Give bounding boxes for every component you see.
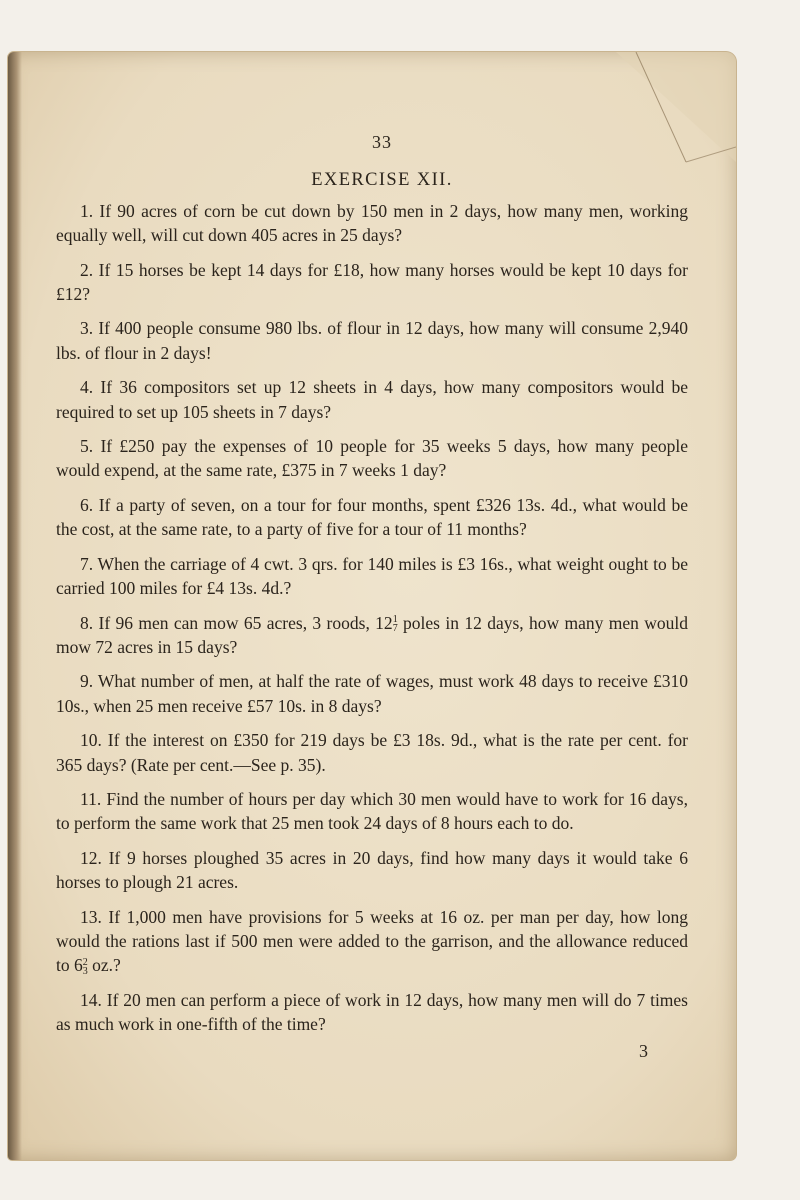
page-binding-edge: [8, 52, 22, 1160]
problem-12: [56, 846, 688, 895]
problem-text: If 400 people consume 980 lbs. of flour in 12 days, how many will consume 2,940 lbs. of flour in 2 days!: [56, 318, 689, 363]
problem-text: If £250 pay the expenses of 10 people for 35 weeks 5 days, how many people would expend, at the same rate, £375 in 7 weeks 1 day?: [56, 436, 688, 481]
problem-text-continued: oz.?: [87, 955, 121, 976]
problem-text: If 15 horses be kept 14 days for £18, how many horses would be kept 10 days for £12?: [56, 259, 689, 305]
problem-text-continued: poles in 12 days, how many men would mow 72 acres in 15 days?: [56, 612, 689, 657]
problem-text: If 90 acres of corn be cut down by 150 men in 2 days, how many men, working equally well, will cut down 405 acres in 25 days?: [56, 200, 688, 246]
problem-number: 12.: [80, 847, 102, 868]
problem-number: 9.: [80, 671, 94, 692]
problem-text: What number of men, at half the rate of wages, must work 48 days to receive £310 10s., when 25 men receive £57 10s. in 8 days?: [56, 671, 689, 716]
problem-text: If the interest on £350 for 219 days be £3 18s. 9d., what is the rate per cent. for 365 days? (Rate per cent.—See p. 35).: [56, 730, 689, 775]
problem-text: Find the number of hours per day which 30 men would have to work for 16 days, to perform the same work that 25 men took 24 days of 8 hours each to do.: [56, 788, 688, 834]
problem-13: [56, 905, 688, 978]
problem-text: If 36 compositors set up 12 sheets in 4 days, how many compositors would be required to set up 105 sheets in 7 days?: [56, 377, 688, 422]
problem-number: 8.: [80, 612, 94, 633]
problem-number: 14.: [80, 989, 102, 1010]
problem-text: When the carriage of 4 cwt. 3 qrs. for 140 miles is £3 16s., what weight ought to be carried 100 miles for £4 13s. 4d.?: [56, 553, 688, 599]
problem-2: [56, 258, 688, 307]
problem-6: [56, 493, 688, 542]
page-number: 33: [372, 132, 392, 152]
problem-number: 3.: [80, 318, 94, 339]
printer-signature-mark: 3: [639, 1040, 648, 1061]
problem-number: 13.: [80, 906, 102, 927]
fraction-numerator: 1: [392, 614, 398, 626]
page-text: [56, 130, 688, 1063]
problem-number: 7.: [80, 553, 94, 574]
problem-number: 5.: [80, 436, 94, 457]
problem-8: [56, 611, 688, 660]
fraction-denominator: 7: [392, 623, 398, 635]
problem-text: If 96 men can mow 65 acres, 3 roods, 12: [98, 612, 393, 633]
problem-number: 6.: [80, 494, 94, 515]
problem-text: If 9 horses ploughed 35 acres in 20 days, find how many days it would take 6 horses to plough 21 acres.: [56, 847, 688, 893]
problem-7: [56, 552, 688, 601]
problem-5: [56, 434, 688, 483]
problem-number: 1.: [80, 200, 94, 221]
problem-14: [56, 988, 688, 1037]
problem-number: 10.: [80, 730, 102, 751]
book-page: [8, 52, 736, 1160]
problem-9: [56, 669, 688, 718]
problem-11: [56, 787, 688, 836]
fraction-numerator: 2: [82, 957, 88, 969]
problem-text: If 1,000 men have provisions for 5 weeks at 16 oz. per man per day, how long would the rations last if 500 men were added to the garrison, and the allowance reduced to 6: [56, 906, 689, 976]
problem-3: [56, 316, 688, 365]
problem-10: [56, 728, 688, 777]
problem-1: [56, 199, 688, 248]
exercise-title: EXERCISE XII.: [311, 170, 453, 191]
problem-number: 11.: [80, 788, 102, 809]
problem-number: 4.: [80, 377, 94, 398]
problem-4: [56, 375, 688, 424]
fraction-denominator: 3: [82, 966, 88, 978]
problem-text: If a party of seven, on a tour for four months, spent £326 13s. 4d., what would be the cost, at the same rate, to a party of five for a tour of 11 months?: [56, 494, 689, 540]
problem-text: If 20 men can perform a piece of work in 12 days, how many men will do 7 times as much work in one-fifth of the time?: [56, 989, 688, 1035]
problem-number: 2.: [80, 259, 94, 280]
